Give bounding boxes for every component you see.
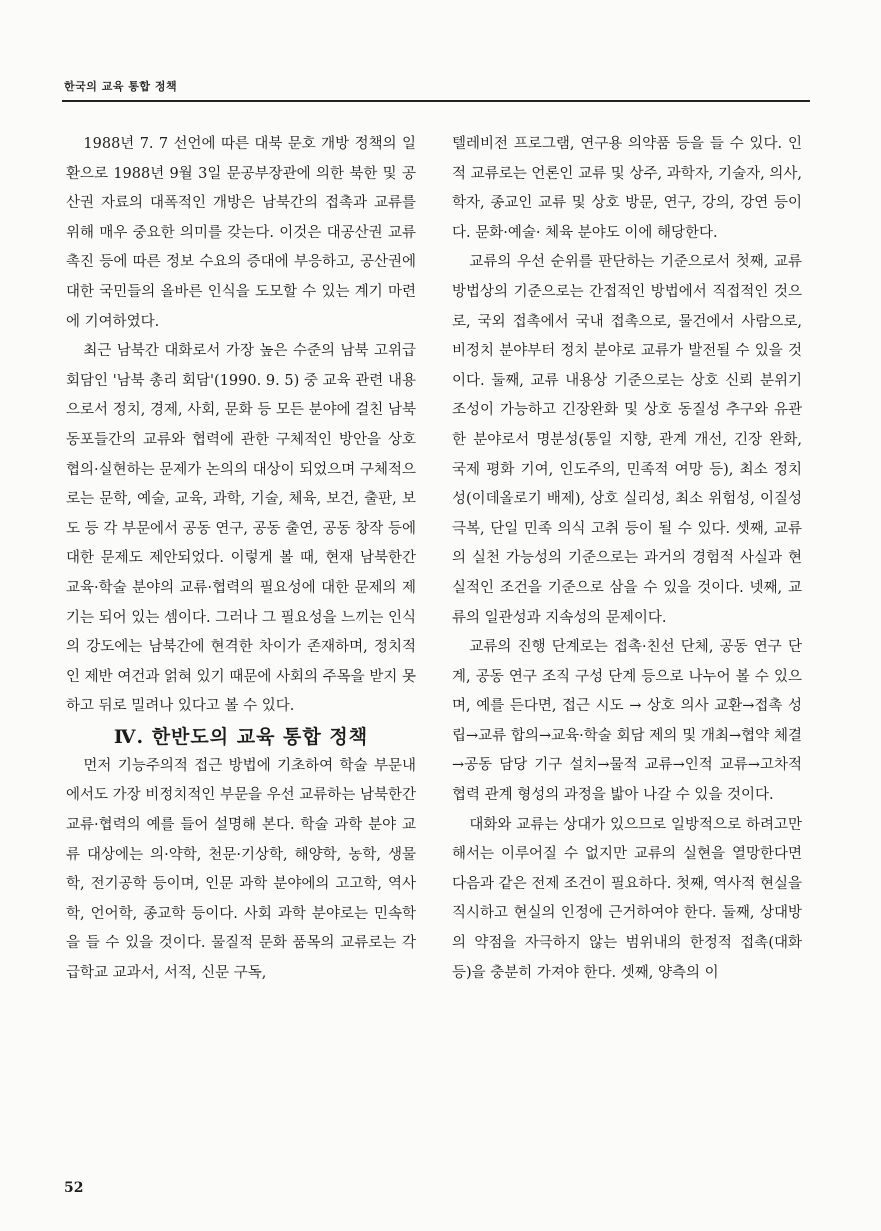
section-title: Ⅳ. 한반도의 교육 통합 정책: [113, 725, 369, 748]
running-title: 한국의 교육 통합 정책: [64, 80, 178, 93]
body-paragraph: 교류의 우선 순위를 판단하는 기준으로서 첫째, 교류 방법상의 기준으로는 간접적인 방법에서 직접적인 것으로, 국외 접촉에서 국내 접촉으로, 물건에서 사람으로, 비정치 분야부터 정치 분야로 교류가 발전될 수 있을 것이다. 둘째, 교류 내용상 기준으로는 상호 신뢰 분위기 조성이 가능하고 긴장완화 및 상호 동질성 추구와 유관한 분야로서 명분성(통일 지향, 관계 개선, 긴장 완화, 국제 평화 기여, 인도주의, 민족적 여망 등), 최소 정치성(이데올로기 배제), 상호 실리성, 최소 위험성, 이질성 극복, 단일 민족 의식 고취 등이 될 수 있다. 셋째, 교류의 실천 가능성의 기준으로는 과거의 경험적 사실과 현실적인 조건을 기준으로 삼을 수 있을 것이다. 넷째, 교류의 일관성과 지속성의 문제이다.: [452, 254, 802, 626]
body-paragraph: 교류의 진행 단계로는 접촉·친선 단체, 공동 연구 단계, 공동 연구 조직 구성 단계 등으로 나누어 볼 수 있으며, 예를 든다면, 접근 시도 → 상호 의사 교환→접촉 성립→교류 합의→교육·학술 회담 제의 및 개최→협약 체결→공동 담당 기구 설치→물적 교류→인적 교류→고차적 협력 관계 형성의 과정을 밟아 나갈 수 있을 것이다.: [452, 639, 802, 804]
page-number: 52: [64, 1180, 84, 1196]
right-column: [452, 130, 802, 988]
body-paragraph: 대화와 교류는 상대가 있으므로 일방적으로 하려고만 해서는 이루어질 수 없지만 교류의 실현을 열망한다면 다음과 같은 전제 조건이 필요하다. 첫째, 역사적 현실을 직시하고 현실의 인정에 근거하여야 한다. 둘째, 상대방의 약점을 자극하지 않는 범위내의 한정적 접촉(대화 등)을 충분히 가져야 한다. 셋째, 양측의 이: [452, 816, 802, 981]
body-paragraph-continued: 텔레비전 프로그램, 연구용 의약품 등을 들 수 있다. 인적 교류로는 언론인 교류 및 상주, 과학자, 기술자, 의사, 학자, 종교인 교류 및 상호 방문, 연구, 강의, 강연 등이다. 문화·예술· 체육 분야도 이에 해당한다.: [452, 136, 802, 241]
body-paragraph: 1988년 7. 7 선언에 따른 대북 문호 개방 정책의 일환으로 1988년 9월 3일 문공부장관에 의한 북한 및 공산권 자료의 대폭적인 개방은 남북간의 접촉과 교류를 위해 매우 중요한 의미를 갖는다. 이것은 대공산권 교류 촉진 등에 따른 정보 수요의 증대에 부응하고, 공산권에 대한 국민들의 올바른 인식을 도모할 수 있는 계기 마련에 기여하였다.: [66, 136, 416, 330]
body-paragraph: 최근 남북간 대화로서 가장 높은 수준의 남북 고위급 회담인 '남북 총리 회담'(1990. 9. 5) 중 교육 관련 내용으로서 정치, 경제, 사회, 문화 등 모든 분야에 걸친 남북 동포들간의 교류와 협력에 관한 구체적인 방안을 상호 협의·실현하는 문제가 논의의 대상이 되었으며 구체적으로는 문학, 예술, 교육, 과학, 기술, 체육, 보건, 출판, 보도 등 각 부문에서 공동 연구, 공동 출연, 공동 창작 등에 대한 문제도 제안되었다. 이렇게 볼 때, 현재 남북한간 교육·학술 분야의 교류·협력의 필요성에 대한 문제의 제기는 되어 있는 셈이다. 그러나 그 필요성을 느끼는 인식의 강도에는 남북간에 현격한 차이가 존재하며, 정치적인 제반 여건과 얽혀 있기 때문에 사회의 주목을 받지 못하고 뒤로 밀려나 있다고 볼 수 있다.: [66, 343, 416, 715]
left-column: [66, 130, 416, 989]
header-rule: [62, 100, 810, 102]
body-paragraph: 먼저 기능주의적 접근 방법에 기초하여 학술 부문내에서도 가장 비정치적인 부문을 우선 교류하는 남북한간 교류·협력의 예를 들어 설명해 본다. 학술 과학 분야 교류 대상에는 의·약학, 천문·기상학, 해양학, 농학, 생물학, 전기공학 등이며, 인문 과학 분야에의 고고학, 역사학, 언어학, 종교학 등이다. 사회 과학 분야로는 민속학을 들 수 있을 것이다. 물질적 문화 품목의 교류로는 각급학교 교과서, 서적, 신문 구독,: [66, 757, 416, 982]
